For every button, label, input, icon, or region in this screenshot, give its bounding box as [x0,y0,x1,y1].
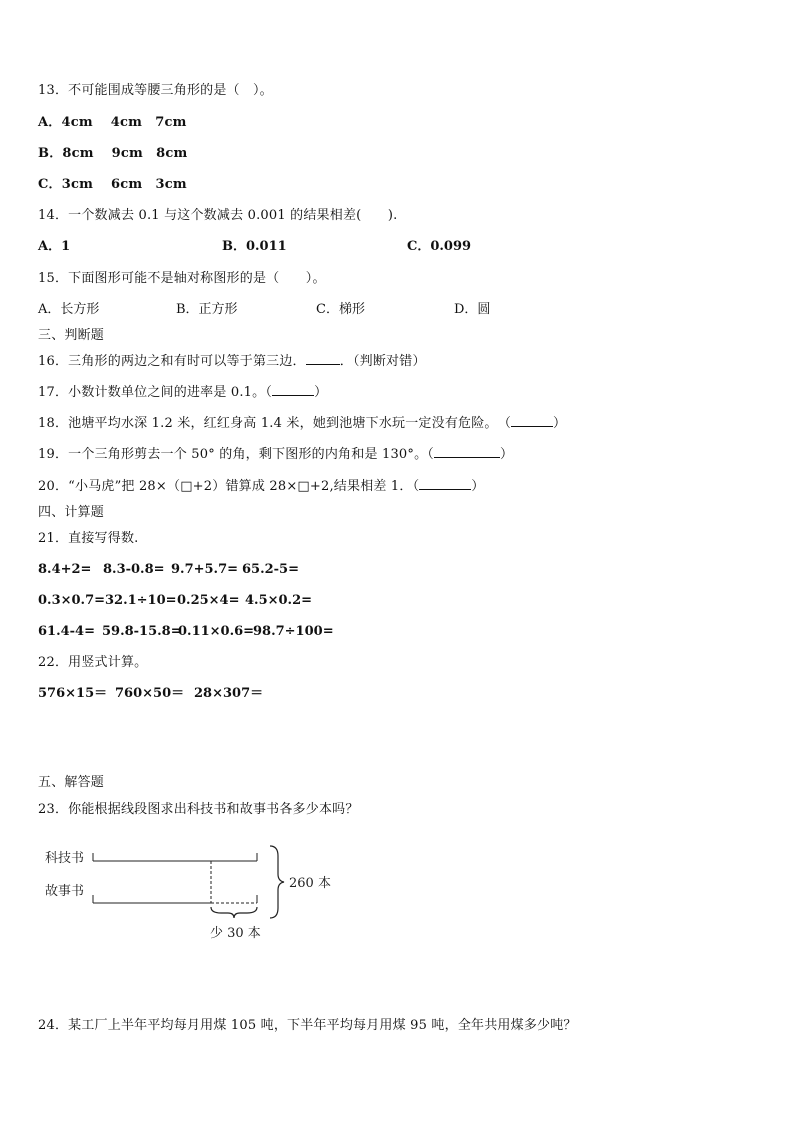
question-16 [38,354,426,370]
total-brace [270,846,284,918]
section-4-heading: 四、计算题 [38,505,105,520]
calc-item: 0.3×0.7= [38,593,106,608]
question-22-stem: 22．用竖式计算。 [38,655,148,670]
label-total: 260 本 [289,876,331,891]
section-5-heading: 五、解答题 [38,775,105,790]
q19-suffix: ） [500,447,514,462]
section-3-heading: 三、判断题 [38,328,105,343]
vertical-calc-item: 760×50＝ [115,686,185,701]
question-19 [38,447,513,463]
calc-item: 0.25×4= [177,593,240,608]
q18-text: 18．池塘平均水深 1.2 米，红红身高 1.4 米，她到池塘下水玩一定没有危险。 （ [38,416,512,431]
line-segment-diagram [38,836,338,946]
q15-option-a: A．长方形 [38,302,100,317]
q20-text: 20．“小马虎”把 28×（□+2）错算成 28×□+2,结果相差 1．（ [38,479,420,494]
q19-answer-blank[interactable] [434,457,500,458]
calc-item: 61.4-4= [38,624,95,639]
label-difference: 少 30 本 [210,926,261,941]
calc-item: 0.11×0.6= [178,624,255,639]
q16-suffix: ．（判断对错） [339,354,426,369]
calc-item: 4.5×0.2= [245,593,313,608]
question-23-stem: 23．你能根据线段图求出科技书和故事书各多少本吗？ [38,802,359,817]
vertical-calc-item: 576×15＝ [38,686,108,701]
label-tech-books: 科技书 [45,851,85,866]
q15-option-d: D．圆 [454,302,491,317]
q15-option-b: B．正方形 [176,302,238,317]
q16-text: 16．三角形的两边之和有时可以等于第三边． [38,354,306,369]
q17-text: 17．小数计数单位之间的进率是 0.1。（ [38,385,273,400]
q18-answer-blank[interactable] [511,426,553,427]
q13-option-a: A．4cm 4cm 7cm [38,115,187,130]
q13-option-b: B．8cm 9cm 8cm [38,146,188,161]
question-13-stem: 13．不可能围成等腰三角形的是（ ）。 [38,83,273,98]
question-15-stem: 15．下面图形可能不是轴对称图形的是（ ）。 [38,271,326,286]
question-20 [38,479,485,495]
q19-text: 19．一个三角形剪去一个 50° 的角，剩下图形的内角和是 130°。（ [38,447,434,462]
q14-option-a: A．1 [38,239,71,254]
vertical-calc-item: 28×307＝ [194,686,264,701]
question-24-stem: 24．某工厂上半年平均每月用煤 105 吨，下半年平均每月用煤 95 吨，全年共用煤多少吨？ [38,1018,577,1033]
q20-answer-blank[interactable] [419,489,471,490]
q18-suffix: ） [553,416,567,431]
calc-item: 59.8-15.8= [102,624,182,639]
calc-item: 8.3-0.8= [103,562,165,577]
q20-suffix: ） [471,479,485,494]
q17-answer-blank[interactable] [272,395,314,396]
q14-option-c: C．0.099 [407,239,472,254]
question-14-stem: 14．一个数减去 0.1 与这个数减去 0.001 的结果相差( ). [38,208,398,223]
calc-item: 32.1÷10= [105,593,177,608]
label-story-books: 故事书 [45,884,85,899]
difference-brace [211,907,257,918]
calc-item: 65.2-5= [242,562,299,577]
q13-option-c: C．3cm 6cm 3cm [38,177,187,192]
q15-option-c: C．梯形 [316,302,365,317]
q17-suffix: ） [314,385,328,400]
q14-option-b: B．0.011 [222,239,287,254]
calc-item: 8.4+2= [38,562,92,577]
q16-answer-blank[interactable] [306,364,340,365]
question-18 [38,416,566,432]
calc-item: 9.7+5.7= [171,562,239,577]
calc-item: 98.7÷100= [253,624,334,639]
question-21-stem: 21．直接写得数. [38,531,139,546]
question-17 [38,385,327,401]
